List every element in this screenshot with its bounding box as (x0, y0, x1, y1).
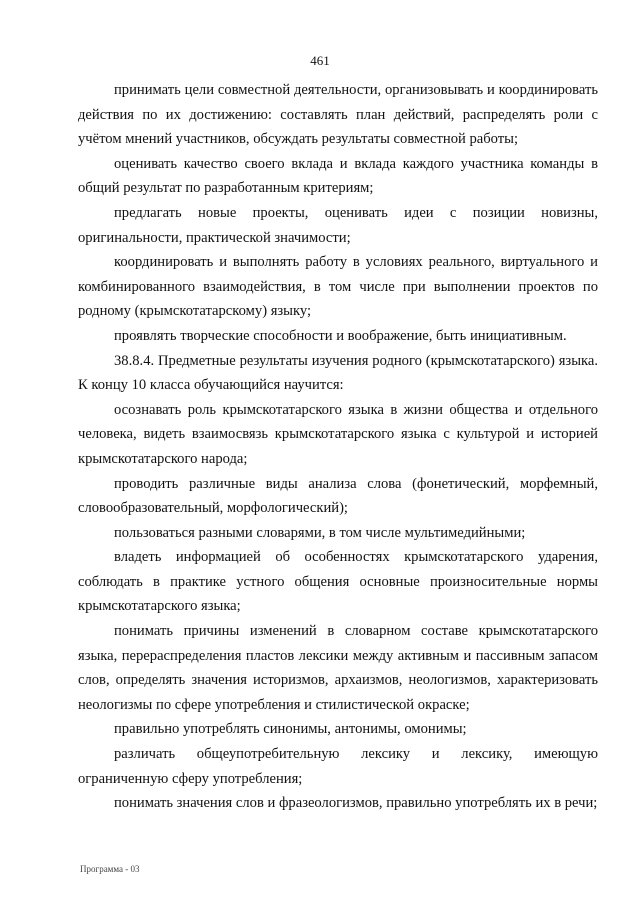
paragraph: осознавать роль крымскотатарского языка в жизни общества и отдельного человека, видеть взаимосвязь крымскотатарского языка с культурой и историей крымскотатарского народа; (78, 401, 598, 467)
footer-label: Программа - 03 (80, 864, 140, 874)
paragraph: проявлять творческие способности и воображение, быть инициативным. (114, 327, 567, 344)
paragraph: проводить различные виды анализа слова (фонетический, морфемный, словообразовательный, морфологический); (78, 475, 598, 517)
paragraph: пользоваться разными словарями, в том числе мультимедийными; (114, 524, 526, 541)
paragraph: оценивать качество своего вклада и вклада каждого участника команды в общий результат по разработанным критериям; (78, 155, 598, 197)
paragraph: принимать цели совместной деятельности, организовывать и координировать действия по их достижению: составлять план действий, распределять роли с учётом мнений участников, обсуждать результаты совместной работы; (78, 82, 598, 148)
paragraph: предлагать новые проекты, оценивать идеи с позиции новизны, оригинальности, практической значимости; (78, 204, 598, 246)
paragraph: правильно употреблять синонимы, антонимы, омонимы; (114, 721, 467, 738)
paragraph: владеть информацией об особенностях крымскотатарского ударения, соблюдать в практике устного общения основные произносительные нормы крымскотатарского языка; (78, 549, 598, 615)
paragraph: различать общеупотребительную лексику и лексику, имеющую ограниченную сферу употребления; (78, 746, 598, 787)
page-number: 461 (310, 53, 330, 68)
paragraph: понимать причины изменений в словарном составе крымскотатарского языка, перераспределения пластов лексики между активным и пассивным запасом слов, определять значения историзмов, архаизмов, неологизмов, характеризовать неологизмы по сфере употребления и стилистической окраске; (78, 623, 598, 713)
paragraph: понимать значения слов и фразеологизмов, правильно употреблять их в речи; (114, 795, 598, 812)
document-body (78, 78, 598, 816)
paragraph: координировать и выполнять работу в условиях реального, виртуального и комбинированного взаимодействия, в том числе при выполнении проектов по родному (крымскотатарскому) языку; (78, 254, 598, 320)
section-heading-paragraph: 38.8.4. Предметные результаты изучения родного (крымскотатарского) языка. К концу 10 класса обучающийся научится: (78, 352, 598, 394)
